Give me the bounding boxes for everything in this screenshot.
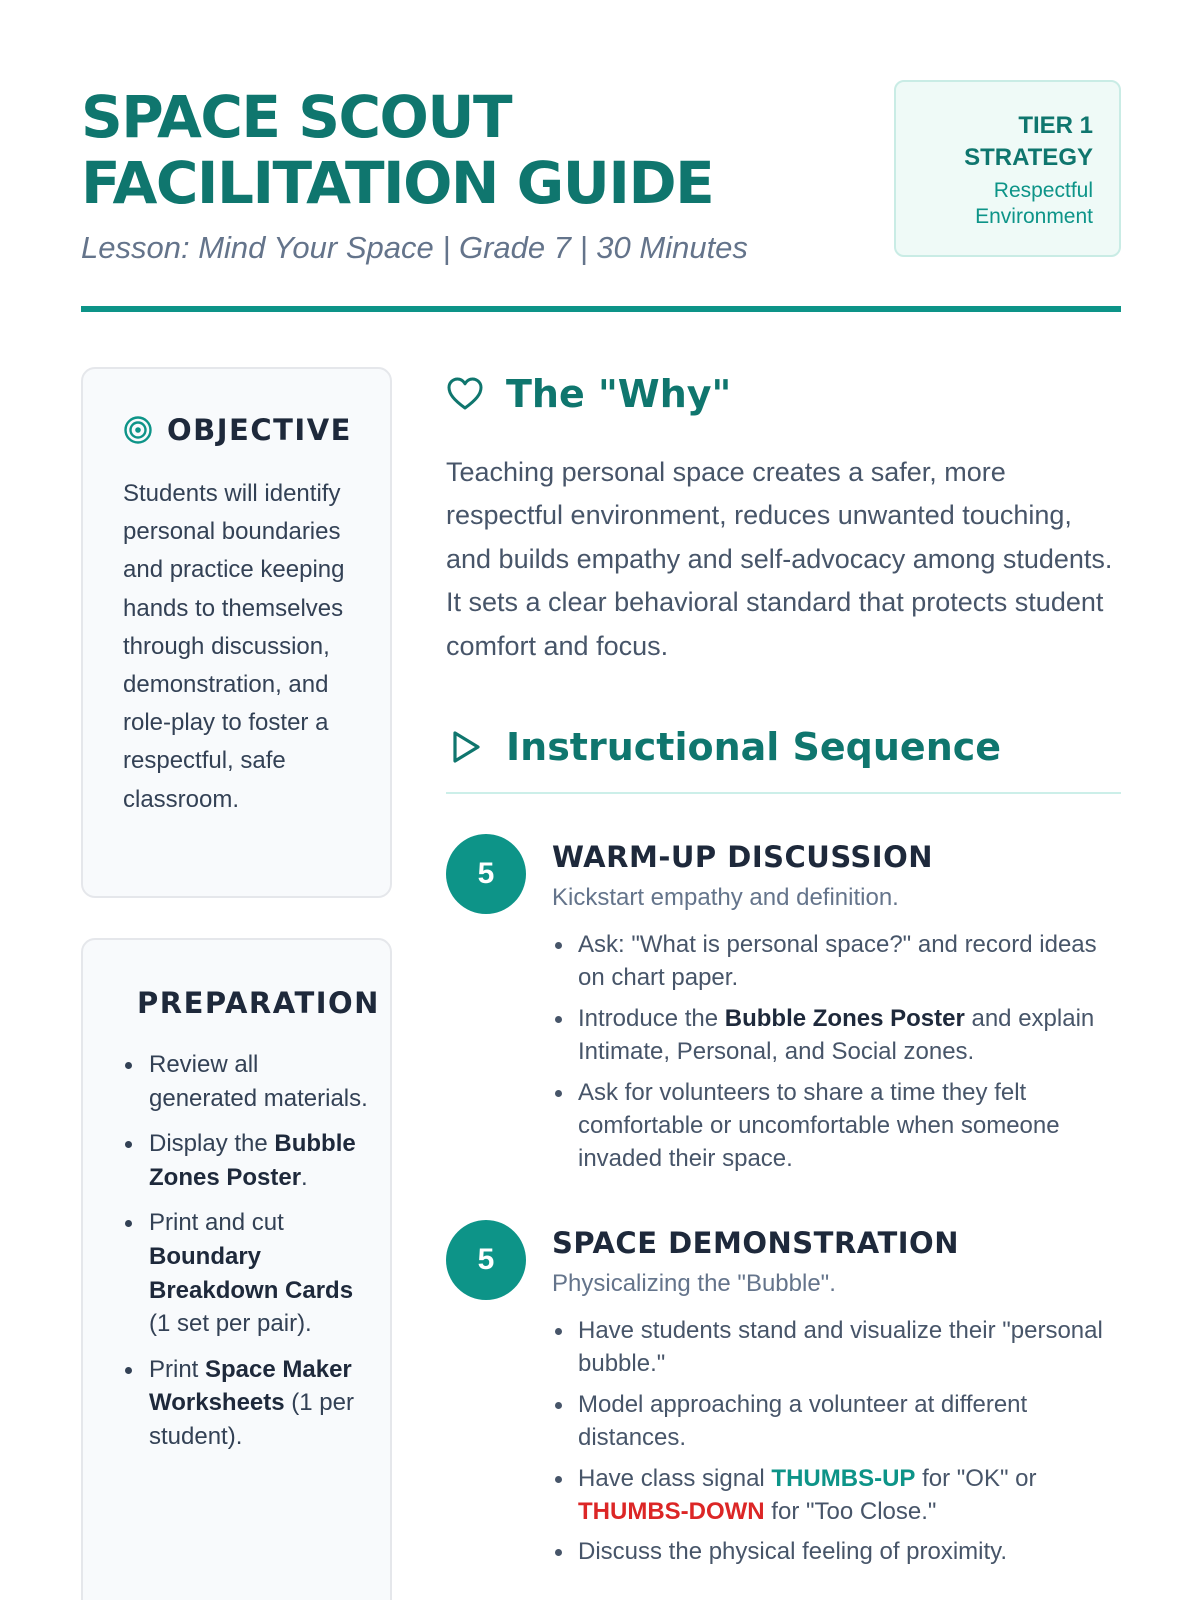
tier-label-line1: TIER 1 xyxy=(1018,112,1093,139)
why-text: Teaching personal space creates a safer, more respectful environment, reduces unwanted touching, and builds empathy and self-advocacy among students. It sets a clear behavioral standard that protects student comfort and focus. xyxy=(446,457,1113,661)
list-item: Model approaching a volunteer at different distances. xyxy=(552,1388,1121,1455)
tier-sub-line2: Environment xyxy=(975,205,1093,228)
sequence-heading xyxy=(446,720,1121,774)
step-title: WARM-UP DISCUSSION xyxy=(552,840,934,875)
target-icon xyxy=(123,415,153,445)
list-item: Print and cut Boundary Breakdown Cards (1 set per pair). xyxy=(119,1206,370,1340)
list-item: Introduce the Bubble Zones Poster and explain Intimate, Personal, and Social zones. xyxy=(552,1002,1121,1069)
sequence-divider xyxy=(446,792,1121,794)
tier-badge xyxy=(894,80,1121,257)
preparation-list xyxy=(119,1048,370,1454)
list-item: Review all generated materials. xyxy=(119,1048,370,1115)
preparation-heading: PREPARATION xyxy=(137,986,380,1020)
why-heading-label: The "Why" xyxy=(506,372,732,416)
objective-card xyxy=(81,367,392,898)
objective-heading-label: OBJECTIVE xyxy=(167,413,352,447)
tier-label-line2: STRATEGY xyxy=(964,144,1093,171)
objective-heading xyxy=(123,413,360,447)
sequence-step-warm-up xyxy=(446,834,1121,1176)
list-item: Discuss the physical feeling of proximity. xyxy=(552,1535,1121,1568)
lesson-subtitle: Lesson: Mind Your Space | Grade 7 | 30 Minutes xyxy=(81,230,748,265)
header-divider xyxy=(81,306,1121,312)
main-content xyxy=(446,367,1121,1600)
list-item: Ask for volunteers to share a time they felt comfortable or uncomfortable when someone invaded their space. xyxy=(552,1076,1121,1176)
thumbs-up-label: THUMBS-UP xyxy=(771,1464,916,1492)
title-line-2: FACILITATION GUIDE xyxy=(81,149,714,217)
title-line-1: SPACE SCOUT xyxy=(81,83,512,151)
list-item: Print Space Maker Worksheets (1 per student). xyxy=(119,1353,370,1454)
list-item: Have class signal THUMBS-UP for "OK" or THUMBS-DOWN for "Too Close." xyxy=(552,1462,1121,1529)
heart-icon xyxy=(446,376,484,412)
sequence-step-demonstration xyxy=(446,1220,1121,1569)
step-subtitle: Physicalizing the "Bubble". xyxy=(552,1269,836,1297)
step-bullets xyxy=(552,928,1121,1176)
list-item: Have students stand and visualize their "personal bubble." xyxy=(552,1314,1121,1381)
preparation-card xyxy=(81,938,392,1600)
tier-sub-label xyxy=(896,178,1093,230)
thumbs-down-label: THUMBS-DOWN xyxy=(578,1497,765,1525)
step-minutes-badge: 5 xyxy=(446,1220,526,1300)
tier-sub-line1: Respectful xyxy=(993,179,1093,202)
list-item: Ask: "What is personal space?" and record ideas on chart paper. xyxy=(552,928,1121,995)
step-minutes-badge: 5 xyxy=(446,834,526,914)
objective-text: Students will identify personal boundaries and practice keeping hands to themselves through discussion, demonstration, and role-play to foster a respectful, safe classroom. xyxy=(123,480,345,813)
step-title: SPACE DEMONSTRATION xyxy=(552,1225,959,1260)
sequence-heading-label: Instructional Sequence xyxy=(506,725,1002,770)
play-icon xyxy=(446,728,484,766)
why-heading xyxy=(446,367,1121,421)
step-subtitle: Kickstart empathy and definition. xyxy=(552,884,899,912)
step-bullets xyxy=(552,1314,1121,1569)
list-item: Display the Bubble Zones Poster. xyxy=(119,1127,370,1194)
